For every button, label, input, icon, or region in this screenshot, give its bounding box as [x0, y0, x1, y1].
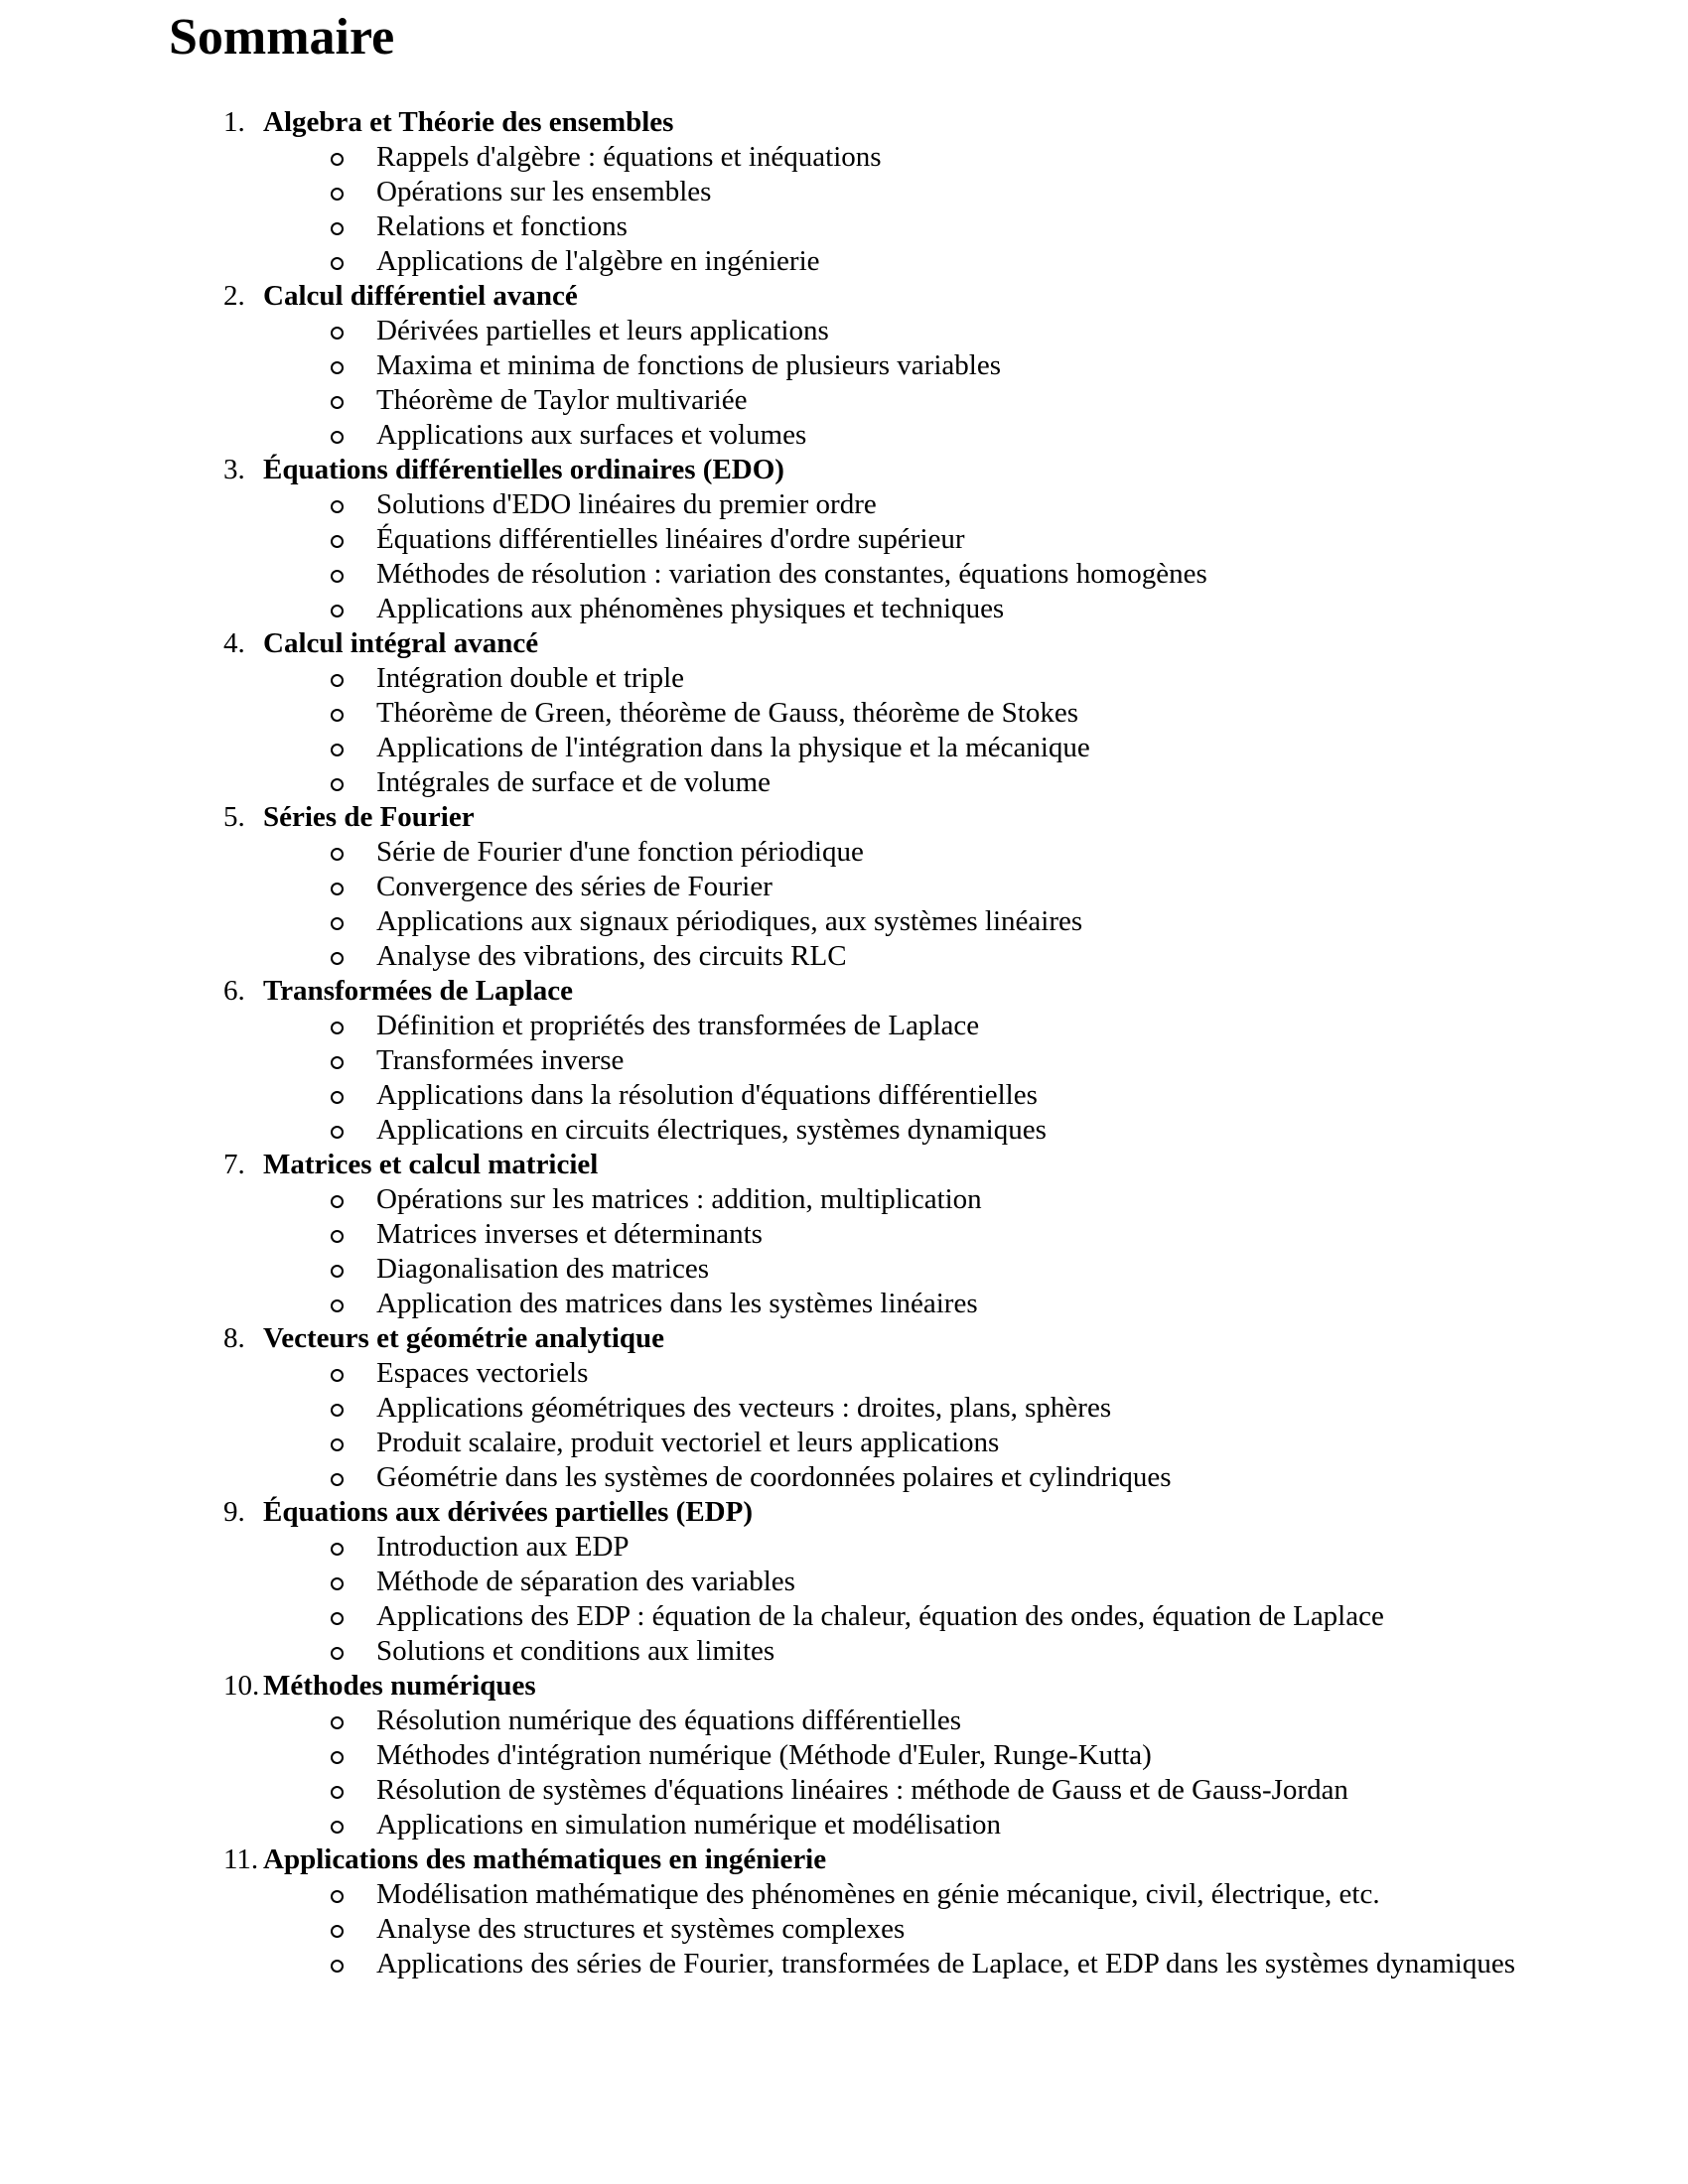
circle-bullet-icon [331, 744, 344, 756]
circle-bullet-icon [331, 1577, 344, 1590]
sub-item-label: Applications en simulation numérique et modélisation [376, 1809, 1002, 1841]
toc-sub-item [223, 1947, 1544, 1981]
toc-sub-item [223, 383, 1544, 418]
sub-item-label: Résolution de systèmes d'équations linéaires : méthode de Gauss et de Gauss-Jordan [376, 1774, 1348, 1806]
section-title: Algebra et Théorie des ensembles [263, 106, 674, 138]
sub-item-label: Théorème de Green, théorème de Gauss, théorème de Stokes [376, 697, 1079, 729]
sub-item-label: Modélisation mathématique des phénomènes en génie mécanique, civil, électrique, etc. [376, 1878, 1380, 1910]
circle-bullet-icon [331, 605, 344, 617]
sub-item-label: Transformées inverse [376, 1044, 625, 1076]
sub-item-label: Théorème de Taylor multivariée [376, 384, 748, 416]
sub-item-label: Intégration double et triple [376, 662, 685, 694]
sub-item-label: Applications de l'intégration dans la physique et la mécanique [376, 732, 1090, 763]
sub-item-label: Relations et fonctions [376, 210, 628, 242]
circle-bullet-icon [331, 778, 344, 791]
circle-bullet-icon [331, 1265, 344, 1278]
circle-bullet-icon [331, 1751, 344, 1764]
sub-item-label: Équations différentielles linéaires d'ordre supérieur [376, 523, 965, 555]
sub-item-label: Applications aux phénomènes physiques et techniques [376, 593, 1005, 624]
circle-bullet-icon [331, 188, 344, 201]
section-title: Équations différentielles ordinaires (EDO) [263, 454, 784, 485]
circle-bullet-icon [331, 1369, 344, 1382]
sub-item-label: Applications en circuits électriques, systèmes dynamiques [376, 1114, 1047, 1146]
circle-bullet-icon [331, 431, 344, 444]
section-number: 4. [223, 627, 245, 659]
toc-sub-item [223, 1634, 1544, 1669]
toc-sub-item [223, 592, 1544, 626]
circle-bullet-icon [331, 1543, 344, 1556]
circle-bullet-icon [331, 1786, 344, 1799]
circle-bullet-icon [331, 1230, 344, 1243]
toc-sub-item [223, 487, 1544, 522]
toc-sub-item [223, 939, 1544, 974]
toc-sub-item [223, 1808, 1544, 1843]
toc-sub-item [223, 731, 1544, 765]
sub-item-label: Solutions d'EDO linéaires du premier ordre [376, 488, 877, 520]
toc-sub-item [223, 418, 1544, 453]
toc-section-header [223, 1148, 1544, 1182]
section-title: Calcul intégral avancé [263, 627, 539, 659]
section-number: 10. [223, 1670, 260, 1702]
circle-bullet-icon [331, 1056, 344, 1069]
circle-bullet-icon [331, 1821, 344, 1834]
circle-bullet-icon [331, 257, 344, 270]
toc-sub-item [223, 244, 1544, 279]
toc-sub-item [223, 348, 1544, 383]
toc-section-header [223, 1669, 1544, 1704]
circle-bullet-icon [331, 1647, 344, 1660]
sub-item-label: Convergence des séries de Fourier [376, 871, 773, 902]
sub-item-label: Applications des séries de Fourier, transformées de Laplace, et EDP dans les systèmes dynamiques [376, 1948, 1515, 1979]
circle-bullet-icon [331, 1438, 344, 1451]
section-number: 11. [223, 1843, 259, 1875]
toc-sub-item [223, 870, 1544, 904]
toc-sub-item [223, 522, 1544, 557]
circle-bullet-icon [331, 1299, 344, 1312]
toc-list [223, 105, 1544, 1981]
toc-section-header [223, 626, 1544, 661]
toc-sub-item [223, 1043, 1544, 1078]
toc-sub-item [223, 1356, 1544, 1391]
toc-sub-item [223, 1182, 1544, 1217]
toc-sub-item [223, 696, 1544, 731]
toc-section-header [223, 1321, 1544, 1356]
circle-bullet-icon [331, 222, 344, 235]
toc-sub-item [223, 1426, 1544, 1460]
circle-bullet-icon [331, 1404, 344, 1417]
sub-item-label: Applications aux surfaces et volumes [376, 419, 807, 451]
toc-sub-item [223, 175, 1544, 209]
circle-bullet-icon [331, 535, 344, 548]
section-number: 2. [223, 280, 245, 312]
toc-section-header [223, 105, 1544, 140]
section-title: Matrices et calcul matriciel [263, 1149, 599, 1180]
circle-bullet-icon [331, 1612, 344, 1625]
sub-item-label: Applications dans la résolution d'équations différentielles [376, 1079, 1038, 1111]
sub-item-label: Introduction aux EDP [376, 1531, 630, 1563]
circle-bullet-icon [331, 153, 344, 166]
section-number: 3. [223, 454, 245, 485]
sub-item-label: Espaces vectoriels [376, 1357, 589, 1389]
section-title: Transformées de Laplace [263, 975, 573, 1007]
sub-item-label: Résolution numérique des équations différentielles [376, 1705, 961, 1736]
circle-bullet-icon [331, 883, 344, 895]
section-number: 6. [223, 975, 245, 1007]
toc-sub-item [223, 1738, 1544, 1773]
circle-bullet-icon [331, 1960, 344, 1973]
sub-item-label: Maxima et minima de fonctions de plusieurs variables [376, 349, 1001, 381]
toc-section-header [223, 279, 1544, 314]
circle-bullet-icon [331, 1925, 344, 1938]
circle-bullet-icon [331, 709, 344, 722]
section-title: Équations aux dérivées partielles (EDP) [263, 1496, 753, 1528]
toc-sub-item [223, 1912, 1544, 1947]
section-number: 1. [223, 106, 245, 138]
sub-item-label: Analyse des structures et systèmes complexes [376, 1913, 906, 1945]
sub-item-label: Applications des EDP : équation de la chaleur, équation des ondes, équation de Laplace [376, 1600, 1384, 1632]
toc-sub-item [223, 1009, 1544, 1043]
sub-item-label: Opérations sur les matrices : addition, multiplication [376, 1183, 982, 1215]
circle-bullet-icon [331, 1126, 344, 1139]
toc-sub-item [223, 1217, 1544, 1252]
sub-item-label: Définition et propriétés des transformées de Laplace [376, 1010, 980, 1041]
toc-sub-item [223, 835, 1544, 870]
sub-item-label: Méthodes de résolution : variation des constantes, équations homogènes [376, 558, 1207, 590]
circle-bullet-icon [331, 1022, 344, 1034]
sub-item-label: Méthode de séparation des variables [376, 1566, 795, 1597]
toc-sub-item [223, 314, 1544, 348]
section-number: 9. [223, 1496, 245, 1528]
sub-item-label: Géométrie dans les systèmes de coordonnées polaires et cylindriques [376, 1461, 1172, 1493]
toc-sub-item [223, 557, 1544, 592]
circle-bullet-icon [331, 952, 344, 965]
section-title: Vecteurs et géométrie analytique [263, 1322, 665, 1354]
section-number: 7. [223, 1149, 245, 1180]
toc-section-header [223, 800, 1544, 835]
toc-sub-item [223, 1877, 1544, 1912]
sub-item-label: Intégrales de surface et de volume [376, 766, 771, 798]
toc-sub-item [223, 1565, 1544, 1599]
circle-bullet-icon [331, 1716, 344, 1729]
toc-sub-item [223, 1113, 1544, 1148]
toc-sub-item [223, 1078, 1544, 1113]
toc-sub-item [223, 904, 1544, 939]
sub-item-label: Opérations sur les ensembles [376, 176, 712, 207]
circle-bullet-icon [331, 917, 344, 930]
sub-item-label: Diagonalisation des matrices [376, 1253, 710, 1285]
section-number: 8. [223, 1322, 245, 1354]
toc-section-header [223, 453, 1544, 487]
sub-item-label: Dérivées partielles et leurs applications [376, 315, 829, 346]
toc-sub-item [223, 765, 1544, 800]
sub-item-label: Solutions et conditions aux limites [376, 1635, 775, 1667]
circle-bullet-icon [331, 396, 344, 409]
circle-bullet-icon [331, 500, 344, 513]
circle-bullet-icon [331, 570, 344, 583]
toc-sub-item [223, 1704, 1544, 1738]
circle-bullet-icon [331, 848, 344, 861]
sub-item-label: Produit scalaire, produit vectoriel et leurs applications [376, 1427, 1000, 1458]
sub-item-label: Applications aux signaux périodiques, aux systèmes linéaires [376, 905, 1083, 937]
sub-item-label: Matrices inverses et déterminants [376, 1218, 763, 1250]
section-title: Méthodes numériques [263, 1670, 536, 1702]
sub-item-label: Applications de l'algèbre en ingénierie [376, 245, 820, 277]
section-title: Applications des mathématiques en ingénierie [263, 1843, 827, 1875]
page-title: Sommaire [169, 9, 395, 66]
toc-sub-item [223, 1530, 1544, 1565]
sub-item-label: Application des matrices dans les systèmes linéaires [376, 1288, 978, 1319]
circle-bullet-icon [331, 1473, 344, 1486]
toc-sub-item [223, 140, 1544, 175]
sub-item-label: Analyse des vibrations, des circuits RLC [376, 940, 847, 972]
circle-bullet-icon [331, 1890, 344, 1903]
circle-bullet-icon [331, 1091, 344, 1104]
toc-sub-item [223, 1773, 1544, 1808]
toc-section-header [223, 1495, 1544, 1530]
toc-sub-item [223, 1287, 1544, 1321]
section-title: Calcul différentiel avancé [263, 280, 578, 312]
sub-item-label: Série de Fourier d'une fonction périodique [376, 836, 864, 868]
circle-bullet-icon [331, 327, 344, 340]
toc-sub-item [223, 1460, 1544, 1495]
circle-bullet-icon [331, 674, 344, 687]
sub-item-label: Méthodes d'intégration numérique (Méthode d'Euler, Runge-Kutta) [376, 1739, 1152, 1771]
circle-bullet-icon [331, 361, 344, 374]
toc-sub-item [223, 1599, 1544, 1634]
toc-sub-item [223, 1391, 1544, 1426]
sub-item-label: Rappels d'algèbre : équations et inéquations [376, 141, 882, 173]
circle-bullet-icon [331, 1195, 344, 1208]
toc-sub-item [223, 661, 1544, 696]
toc-section-header [223, 1843, 1544, 1877]
toc-section-header [223, 974, 1544, 1009]
section-title: Séries de Fourier [263, 801, 475, 833]
toc-sub-item [223, 209, 1544, 244]
toc-sub-item [223, 1252, 1544, 1287]
section-number: 5. [223, 801, 245, 833]
sub-item-label: Applications géométriques des vecteurs : droites, plans, sphères [376, 1392, 1112, 1424]
